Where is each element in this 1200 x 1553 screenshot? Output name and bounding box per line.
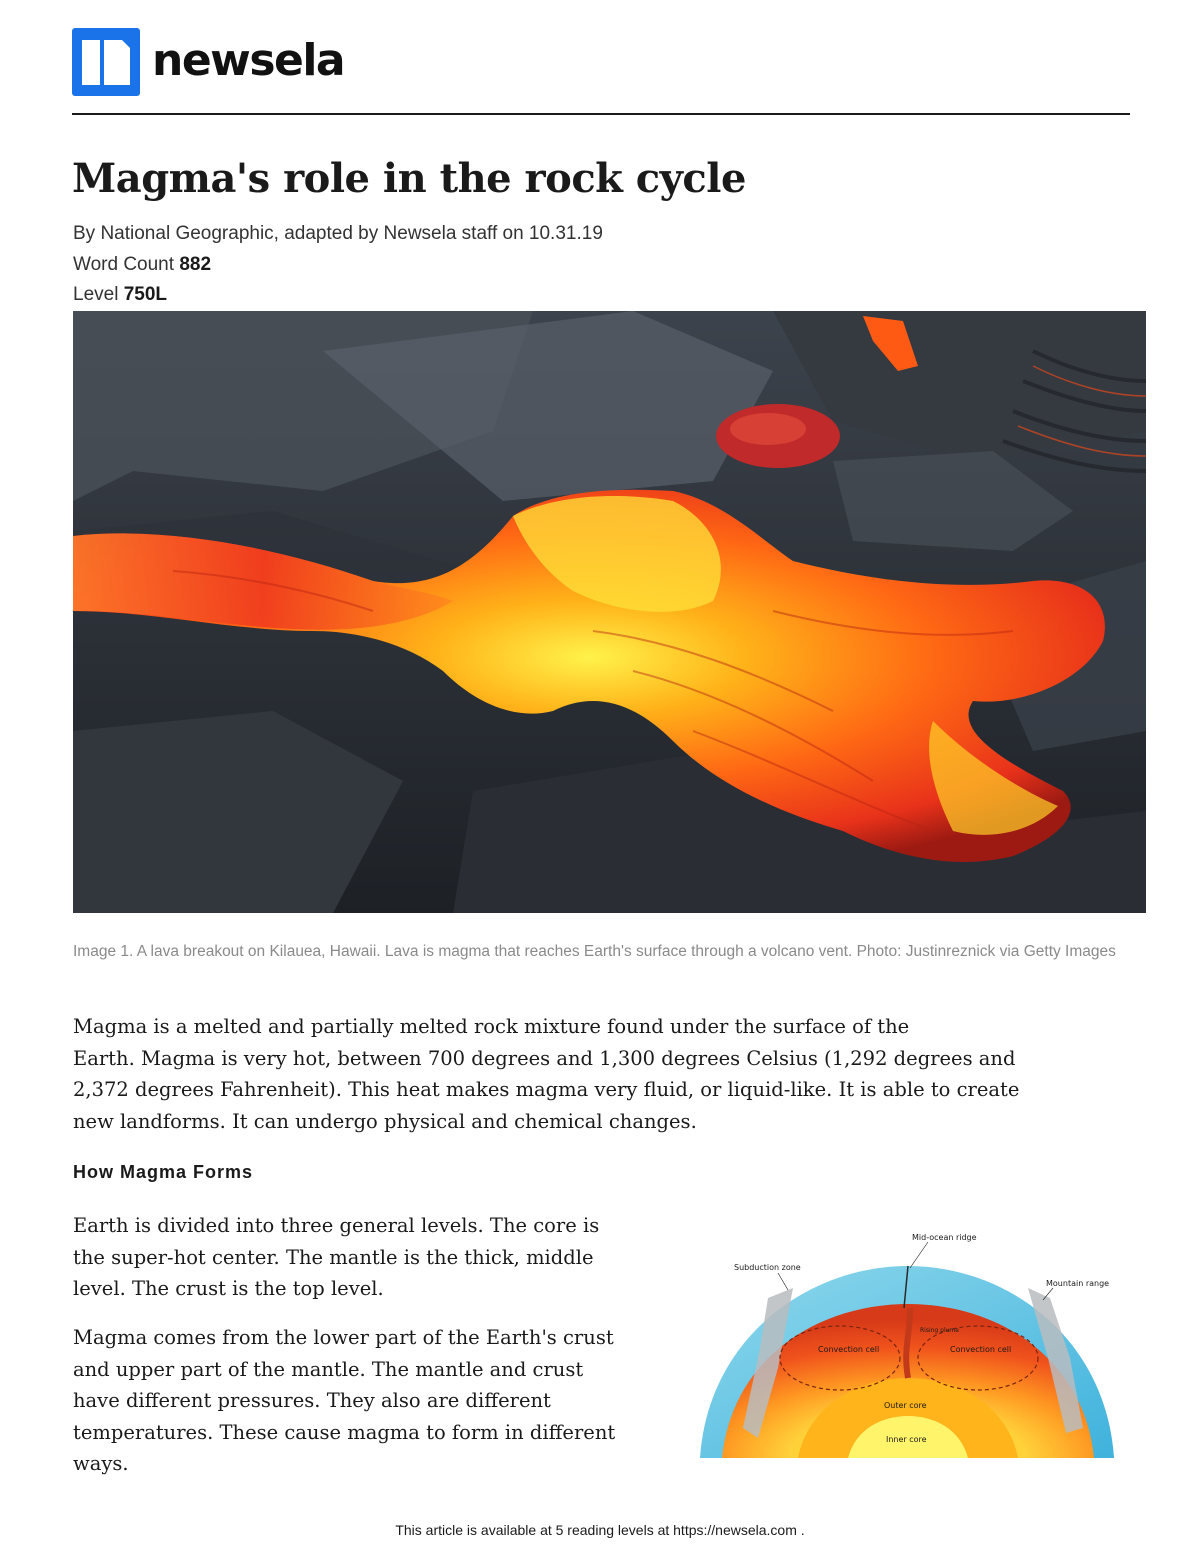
- word-count-value: 882: [179, 254, 212, 275]
- image-caption: Image 1. A lava breakout on Kilauea, Hawaii. Lava is magma that reaches Earth's surface through a volcano vent. Photo: Justinreznick via Getty Images: [73, 943, 1116, 960]
- paragraph-line: have different pressures. They also are different: [73, 1389, 551, 1412]
- newsela-logo[interactable]: [72, 28, 344, 96]
- paragraph-line: and upper part of the mantle. The mantle and crust: [73, 1357, 584, 1381]
- reading-level: [73, 284, 167, 306]
- intro-paragraph: [73, 1011, 1143, 1137]
- footer-note: This article is available at 5 reading levels at https://newsela.com .: [395, 1522, 805, 1538]
- level-label: Level: [73, 284, 119, 305]
- paragraph-line: level. The crust is the top level.: [73, 1277, 384, 1300]
- label-mountain-range: Mountain range: [1046, 1279, 1110, 1288]
- intro-line: 2,372 degrees Fahrenheit). This heat makes magma very fluid, or liquid-like. It is able to create: [73, 1078, 1020, 1101]
- article-title: Magma's role in the rock cycle: [72, 155, 746, 202]
- label-mid-ocean-ridge: Mid-ocean ridge: [912, 1233, 977, 1242]
- lava-photo: [73, 311, 1146, 913]
- brand-name: newsela: [152, 34, 345, 86]
- level-value: 750L: [123, 284, 168, 305]
- earth-layers-diagram: [698, 1228, 1116, 1458]
- label-rising-plume: Rising plume: [920, 1327, 959, 1334]
- intro-line: new landforms. It can undergo physical and chemical changes.: [73, 1109, 697, 1133]
- paragraph-line: Magma comes from the lower part of the Earth's crust: [73, 1326, 614, 1349]
- label-outer-core: Outer core: [884, 1401, 927, 1410]
- paragraph-magma-origin: [73, 1322, 673, 1480]
- label-convection-cell-left: Convection cell: [818, 1345, 880, 1354]
- word-count: [73, 254, 211, 276]
- header-divider: [72, 113, 1130, 115]
- label-inner-core: Inner core: [886, 1435, 927, 1444]
- paragraph-line: the super-hot center. The mantle is the thick, middle: [73, 1245, 594, 1269]
- paragraph-line: ways.: [73, 1452, 129, 1475]
- section-heading: How Magma Forms: [73, 1162, 254, 1182]
- newsela-logo-icon: [72, 28, 140, 96]
- label-subduction-zone: Subduction zone: [734, 1263, 801, 1272]
- word-count-label: Word Count: [73, 254, 175, 275]
- intro-line: Earth. Magma is very hot, between 700 degrees and 1,300 degrees Celsius (1,292 degrees and: [73, 1046, 1016, 1070]
- paragraph-line: temperatures. These cause magma to form in different: [73, 1420, 616, 1444]
- intro-line: Magma is a melted and partially melted rock mixture found under the surface of the: [73, 1015, 910, 1038]
- byline: By National Geographic, adapted by Newsela staff on 10.31.19: [73, 223, 603, 244]
- paragraph-line: Earth is divided into three general levels. The core is: [73, 1214, 600, 1237]
- paragraph-layers: [73, 1210, 673, 1305]
- label-convection-cell-right: Convection cell: [950, 1345, 1012, 1354]
